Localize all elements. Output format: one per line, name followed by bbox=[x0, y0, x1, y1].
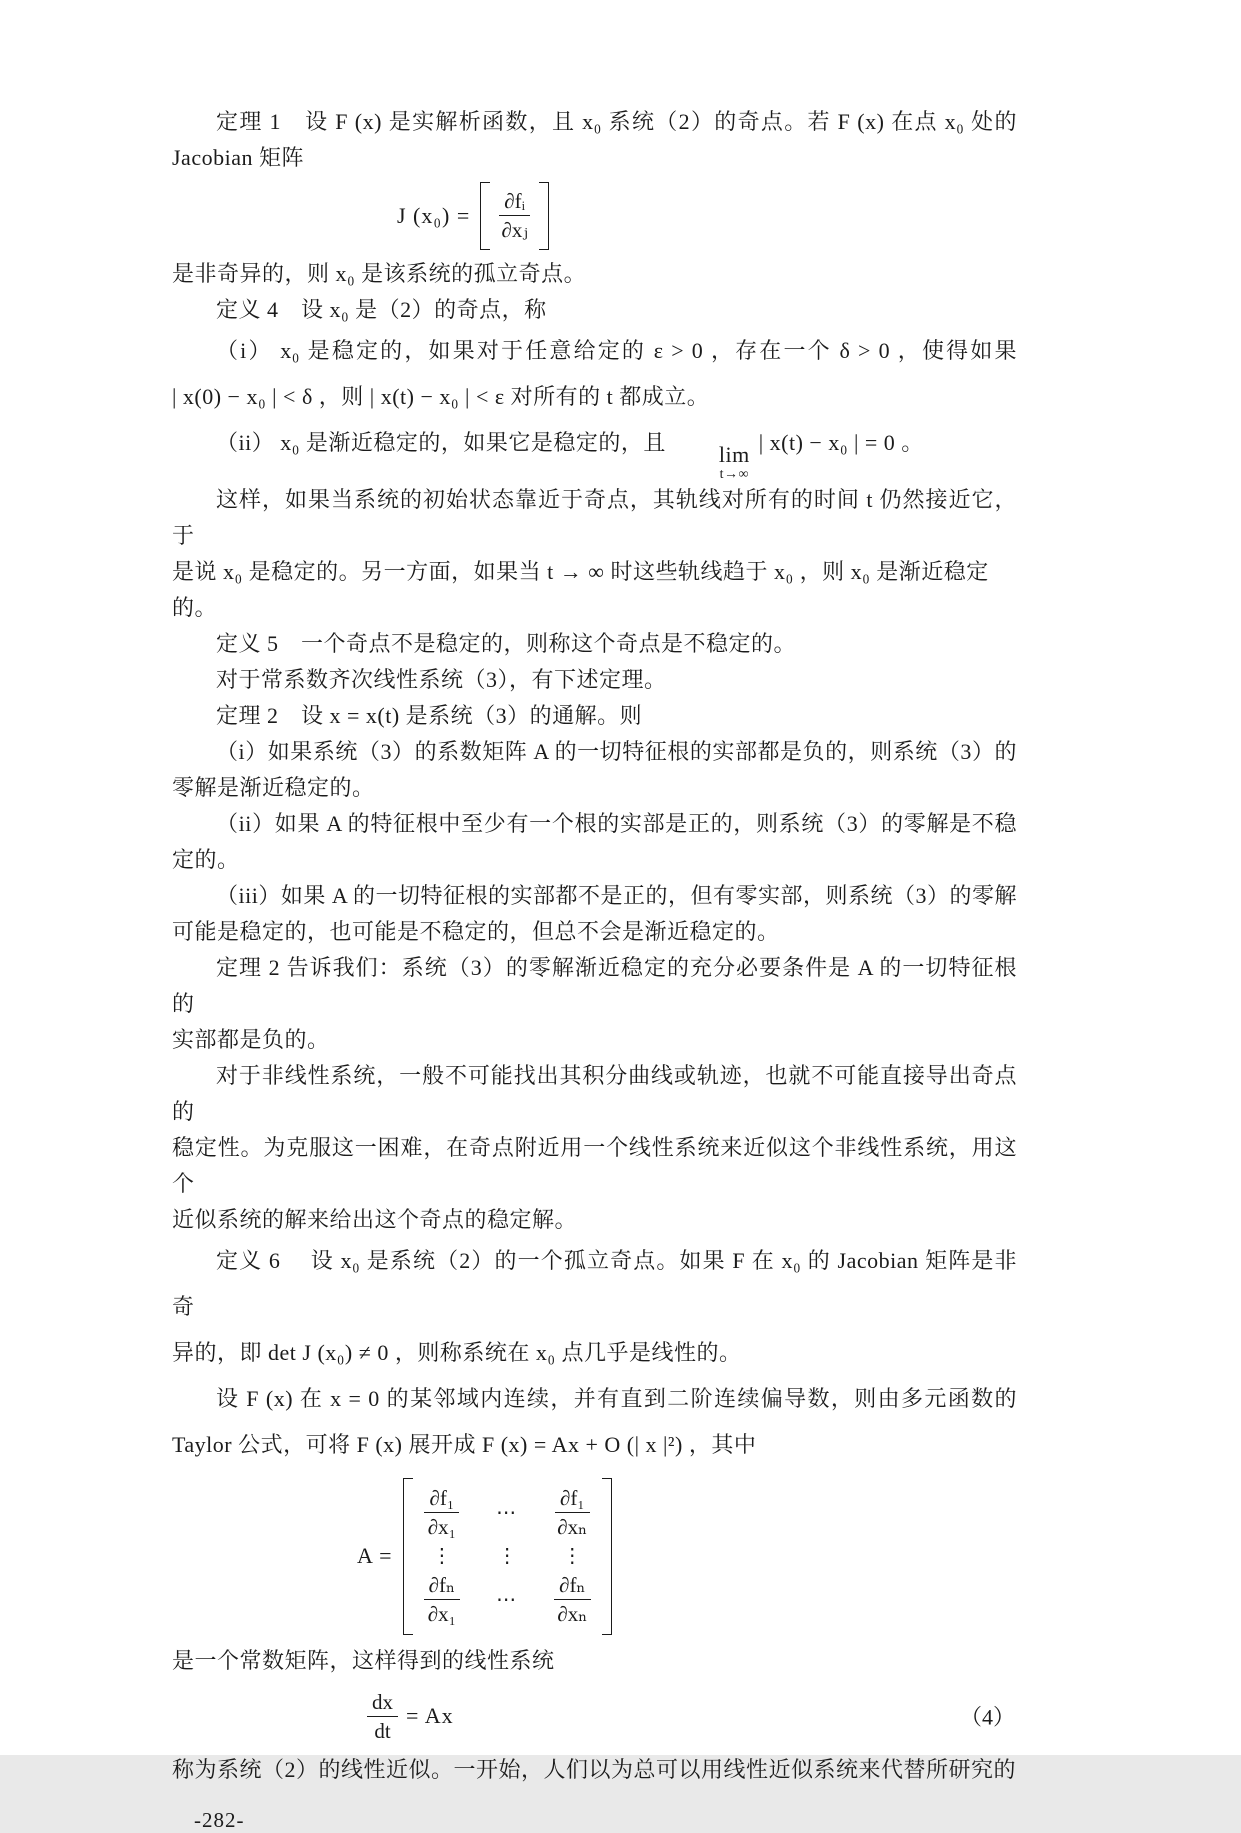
horizontal-dots: ⋯ bbox=[496, 1501, 519, 1524]
fraction-numerator: ∂fₙ bbox=[554, 1572, 590, 1600]
coefficient-matrix-formula bbox=[357, 1478, 612, 1635]
text-line: 定理 2 告诉我们：系统（3）的零解渐近稳定的充分必要条件是 A 的一切特征根的 bbox=[172, 954, 1017, 1016]
text-line: 是非奇异的，则 x₀ 是该系统的孤立奇点。 bbox=[172, 260, 587, 286]
text-line: 定理 1 设 F (x) 是实解析函数，且 x₀ 系统（2）的奇点。若 F (x) 在点 x₀ 处的 bbox=[216, 109, 1017, 134]
bracket-right bbox=[602, 1478, 612, 1635]
equation-tag: （4） bbox=[959, 1704, 1015, 1730]
text-line: 定义 5 一个奇点不是稳定的，则称这个奇点是不稳定的。 bbox=[216, 630, 797, 656]
matrix-body bbox=[497, 182, 532, 250]
limit-subscript: t→∞ bbox=[719, 466, 750, 482]
text-line: 异的，即 det J (x₀) ≠ 0 ，则称系统在 x₀ 点几乎是线性的。 bbox=[172, 1339, 742, 1365]
fraction-numerator: ∂fᵢ bbox=[499, 188, 530, 216]
limit-label: lim bbox=[718, 441, 750, 467]
vertical-dots: ⋮ bbox=[431, 1545, 452, 1567]
matrix-entry bbox=[555, 1485, 590, 1541]
text-segment: （ii） x₀ 是渐近稳定的，如果它是稳定的，且 bbox=[216, 429, 666, 455]
matrix-brackets bbox=[403, 1478, 612, 1635]
text-line: （iii）如果 A 的一切特征根的实部都不是正的，但有零实部，则系统（3）的零解 bbox=[216, 882, 1018, 908]
bracket-left bbox=[480, 182, 490, 250]
page-number: -282- bbox=[194, 1808, 245, 1832]
fraction-numerator: ∂f₁ bbox=[555, 1485, 590, 1513]
text-segment: | x(t) − x₀ | = 0 。 bbox=[758, 429, 924, 455]
fraction-denominator: ∂x₁ bbox=[427, 1602, 456, 1627]
limit-stack bbox=[675, 441, 750, 482]
text-line: 对于常系数齐次线性系统（3），有下述定理。 bbox=[216, 666, 667, 692]
jacobian-matrix-formula bbox=[397, 182, 549, 250]
fraction bbox=[499, 188, 530, 244]
bracket-right bbox=[539, 182, 549, 250]
fraction-denominator: ∂xₙ bbox=[557, 1602, 588, 1627]
formula-lhs: A = bbox=[357, 1543, 393, 1568]
fraction bbox=[367, 1689, 398, 1745]
fraction-denominator: ∂x₁ bbox=[427, 1514, 456, 1539]
linear-system-formula bbox=[367, 1689, 1017, 1745]
text-line: 定义 6 设 x₀ 是系统（2）的一个孤立奇点。如果 F 在 x₀ 的 Jacobian 矩阵是非奇 bbox=[172, 1247, 1017, 1319]
text-line: Jacobian 矩阵 bbox=[172, 145, 304, 170]
fraction-numerator: ∂f₁ bbox=[424, 1485, 459, 1513]
text-line: 稳定性。为克服这一困难，在奇点附近用一个线性系统来近似这个非线性系统，用这个 bbox=[172, 1134, 1017, 1196]
text-line bbox=[172, 420, 1017, 482]
text-line: 定义 4 设 x₀ 是（2）的奇点，称 bbox=[216, 296, 547, 322]
text-line: （i） x₀ 是稳定的，如果对于任意给定的 ε > 0 ，存在一个 δ > 0 ，使得如果 bbox=[216, 337, 1017, 363]
text-line: 可能是稳定的，也可能是不稳定的，但总不会是渐近稳定的。 bbox=[172, 918, 780, 944]
fraction-denominator: ∂xₙ bbox=[557, 1514, 588, 1539]
text-line: 定理 2 设 x = x(t) 是系统（3）的通解。则 bbox=[216, 702, 643, 728]
fraction-numerator: ∂fₙ bbox=[424, 1572, 460, 1600]
text-line: 称为系统（2）的线性近似。一开始，人们以为总可以用线性近似系统来代替所研究的 bbox=[172, 1757, 1017, 1782]
text-line: 实部都是负的。 bbox=[172, 1026, 330, 1052]
fraction-denominator: dt bbox=[374, 1718, 391, 1743]
text-line: 设 F (x) 在 x = 0 的某邻域内连续，并有直到二阶连续偏导数，则由多元函数的 bbox=[216, 1385, 1017, 1411]
vertical-dots: ⋮ bbox=[497, 1545, 518, 1567]
matrix-entry bbox=[424, 1485, 459, 1541]
matrix-body bbox=[420, 1478, 595, 1635]
text-line: （ii）如果 A 的特征根中至少有一个根的实部是正的，则系统（3）的零解是不稳 bbox=[216, 810, 1017, 836]
fraction-denominator: ∂xⱼ bbox=[501, 218, 528, 243]
matrix-entry bbox=[554, 1572, 590, 1628]
text-line: Taylor 公式，可将 F (x) 展开成 F (x) = Ax + O (| x |²) ，其中 bbox=[172, 1431, 757, 1457]
matrix-entry bbox=[424, 1572, 460, 1628]
text-line: 是一个常数矩阵，这样得到的线性系统 bbox=[172, 1647, 555, 1673]
text-line: | x(0) − x₀ | < δ ，则 | x(t) − x₀ | < ε 对所有的 t 都成立。 bbox=[172, 383, 710, 409]
vertical-dots: ⋮ bbox=[562, 1545, 583, 1567]
formula-lhs: J (x₀) = bbox=[397, 202, 471, 228]
text-line: 对于非线性系统，一般不可能找出其积分曲线或轨迹，也就不可能直接导出奇点的 bbox=[172, 1062, 1017, 1124]
matrix-brackets bbox=[480, 182, 549, 250]
text-block bbox=[172, 104, 1017, 1833]
formula-rhs: = Ax bbox=[406, 1703, 454, 1729]
text-line: 这样，如果当系统的初始状态靠近于奇点，其轨线对所有的时间 t 仍然接近它，于 bbox=[172, 486, 1017, 548]
text-line: （i）如果系统（3）的系数矩阵 A 的一切特征根的实部都是负的，则系统（3）的 bbox=[216, 738, 1017, 764]
horizontal-dots: ⋯ bbox=[496, 1589, 519, 1612]
equation-line bbox=[172, 1689, 1017, 1745]
bracket-left bbox=[403, 1478, 413, 1635]
text-line: 近似系统的解来给出这个奇点的稳定解。 bbox=[172, 1206, 578, 1232]
text-line: 定的。 bbox=[172, 846, 240, 872]
fraction-numerator: dx bbox=[367, 1689, 398, 1717]
text-line: 零解是渐近稳定的。 bbox=[172, 774, 375, 800]
text-line: 是说 x₀ 是稳定的。另一方面，如果当 t → ∞ 时这些轨线趋于 x₀ ，则 x₀ 是渐近稳定的。 bbox=[172, 558, 989, 620]
